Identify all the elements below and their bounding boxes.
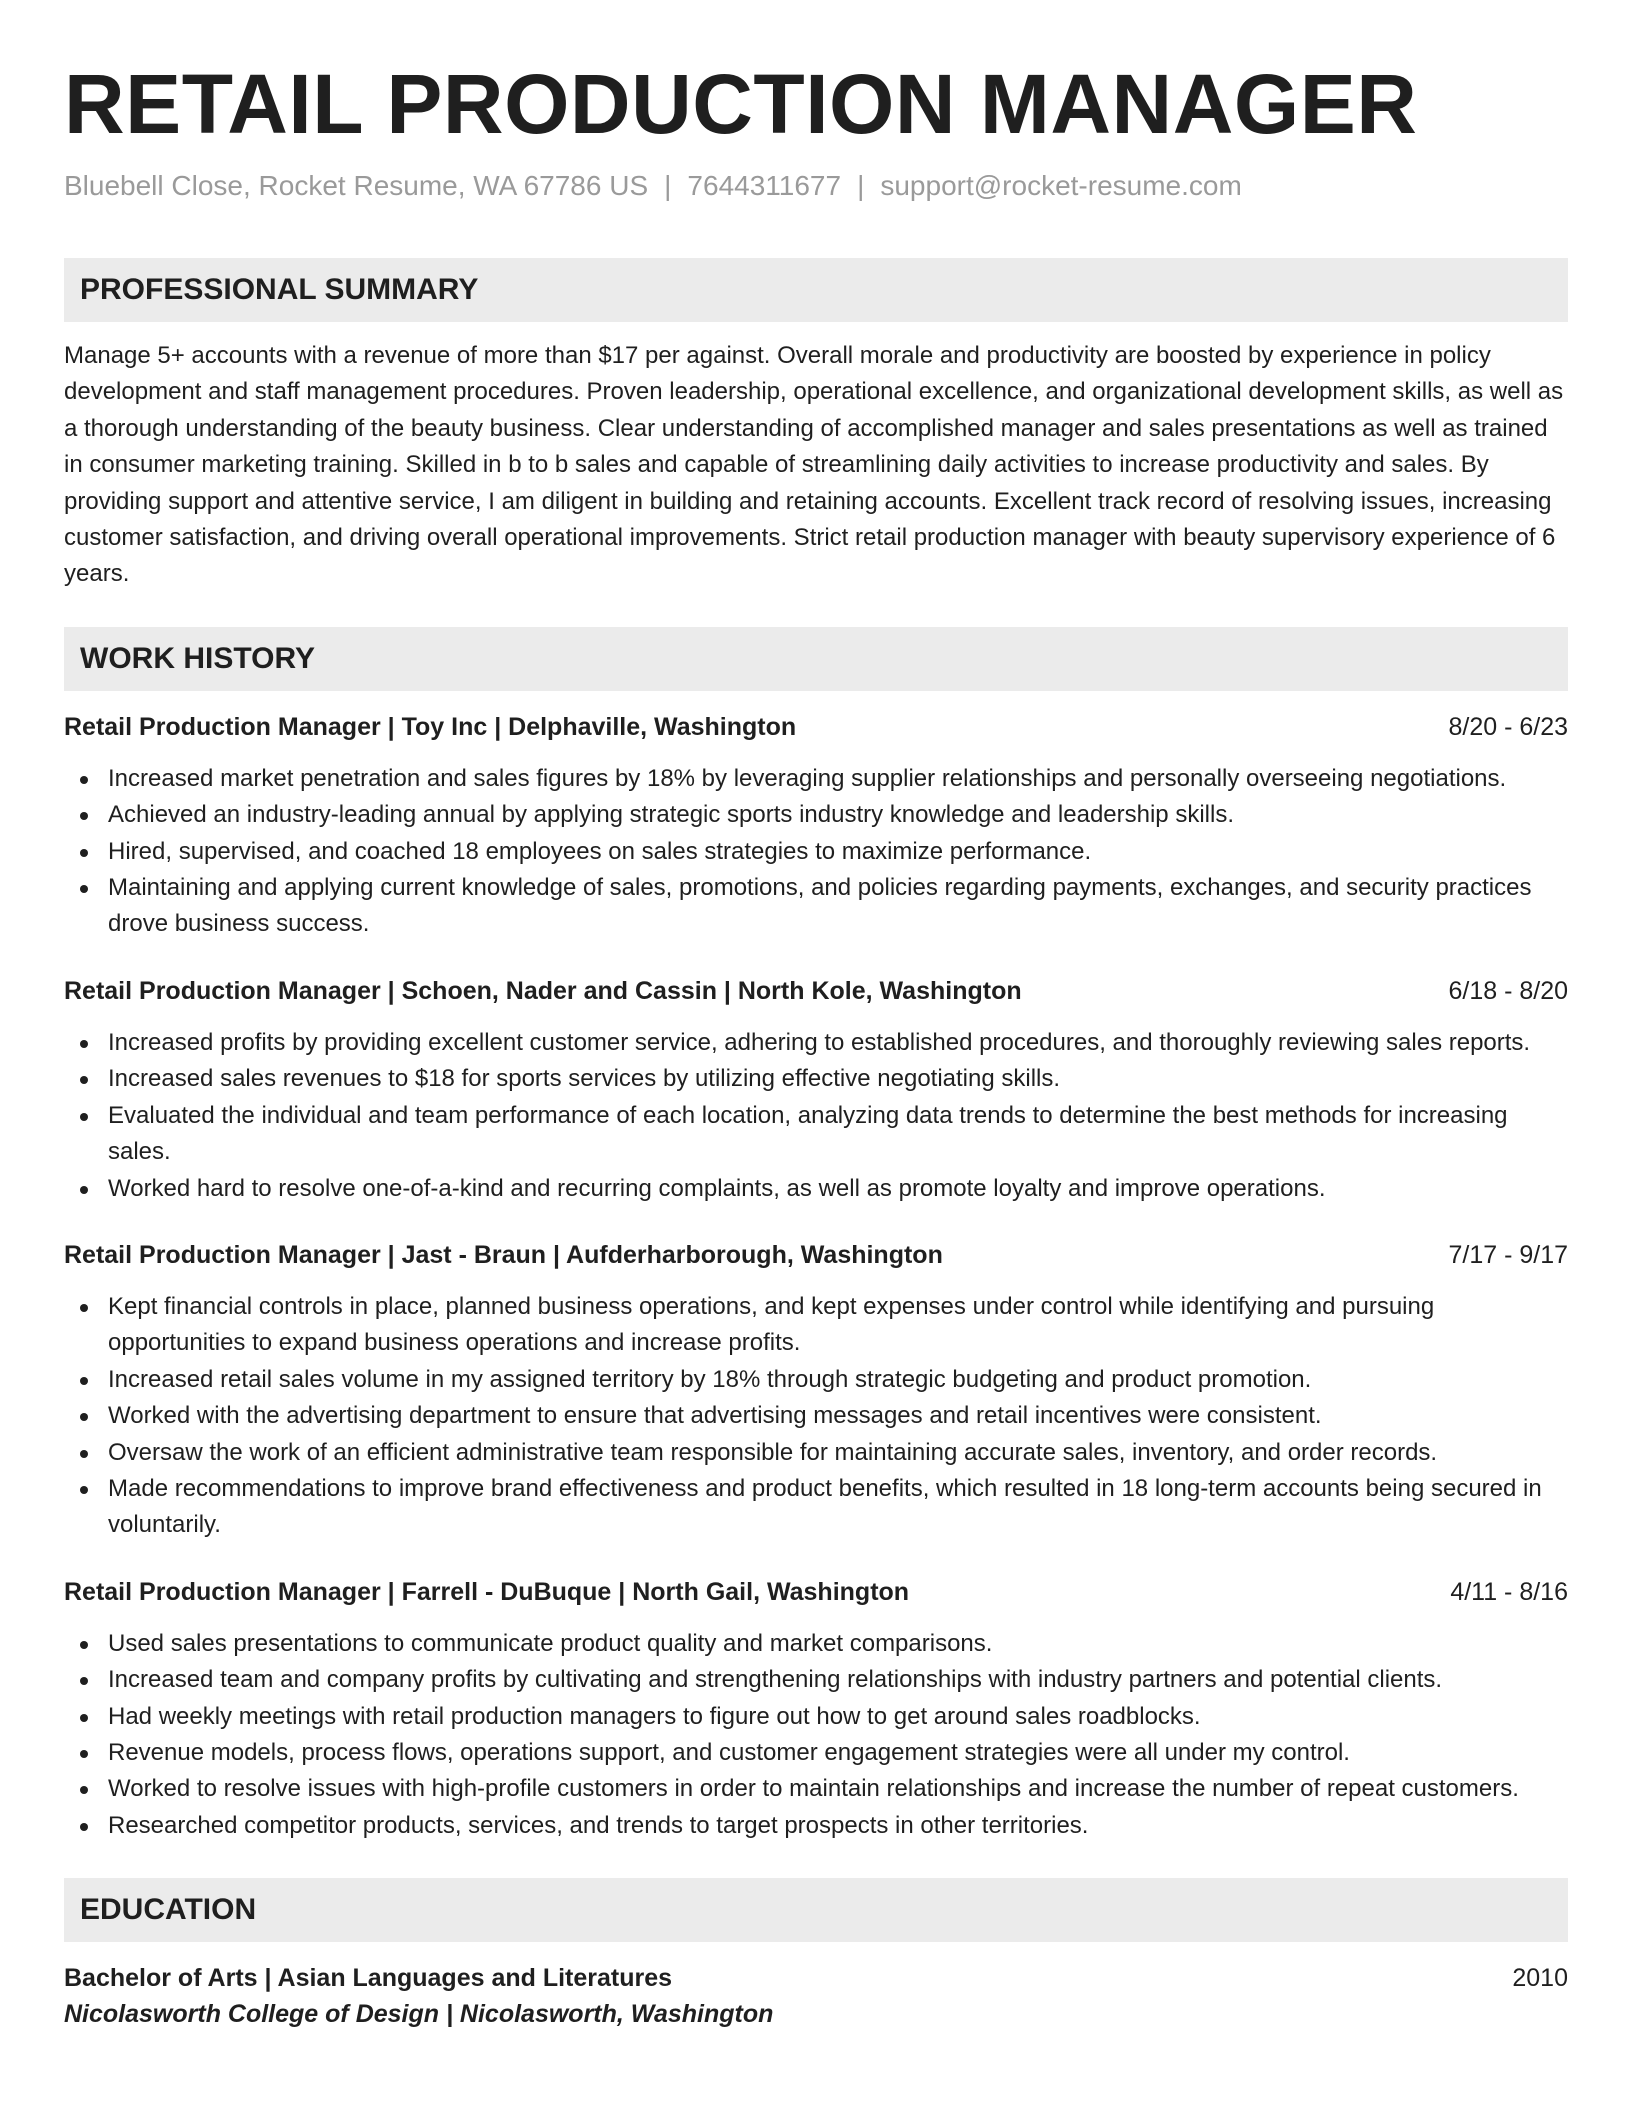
bullet-dot: [80, 1413, 88, 1421]
job-bullets: [64, 761, 1568, 943]
bullet-item: [64, 834, 1568, 870]
education-school: Nicolasworth College of Design | Nicolasworth, Washington: [64, 2000, 774, 2029]
contact-separator: |: [664, 170, 672, 201]
job-dates: 8/20 - 6/23: [1448, 712, 1568, 741]
job-header: [64, 709, 1568, 745]
contact-separator: |: [857, 170, 865, 201]
candidate-title: RETAIL PRODUCTION MANAGER: [64, 57, 1418, 151]
bullet-text: Increased sales revenues to $18 for sports services by utilizing effective negotiating skills.: [108, 1065, 1061, 1093]
job-heading: Retail Production Manager | Toy Inc | Delphaville, Washington: [64, 712, 797, 741]
bullet-dot: [80, 1677, 88, 1685]
contact-email: support@rocket-resume.com: [880, 170, 1242, 201]
job-entry: [64, 709, 1568, 943]
job-bullets: [64, 1025, 1568, 1207]
job-header: [64, 1237, 1568, 1273]
bullet-item: [64, 1771, 1568, 1807]
job-entry: [64, 973, 1568, 1207]
professional-summary-section: [64, 258, 1568, 593]
job-heading: Retail Production Manager | Schoen, Nader and Cassin | North Kole, Washington: [64, 976, 1022, 1005]
bullet-item: [64, 870, 1568, 943]
bullet-text: Increased team and company profits by cultivating and strengthening relationships with industry partners and potential clients.: [108, 1666, 1443, 1694]
bullet-dot: [80, 1641, 88, 1649]
bullet-dot: [80, 1750, 88, 1758]
education-header: [64, 1960, 1568, 1996]
bullet-item: [64, 1398, 1568, 1434]
bullet-text: Achieved an industry-leading annual by applying strategic sports industry knowledge and leadership skills.: [108, 801, 1234, 829]
bullet-text: Had weekly meetings with retail production managers to figure out how to get around sales roadblocks.: [108, 1702, 1201, 1730]
bullet-dot: [80, 1040, 88, 1048]
bullet-item: [64, 1025, 1568, 1061]
job-header: [64, 1574, 1568, 1610]
bullet-item: [64, 797, 1568, 833]
bullet-text: Hired, supervised, and coached 18 employees on sales strategies to maximize performance.: [108, 837, 1092, 865]
contact-line: [64, 166, 1568, 206]
bullet-dot: [80, 1486, 88, 1494]
job-bullets: [64, 1626, 1568, 1844]
bullet-dot: [80, 1714, 88, 1722]
bullet-dot: [80, 849, 88, 857]
job-bullets: [64, 1289, 1568, 1544]
bullet-item: [64, 1699, 1568, 1735]
job-heading: Retail Production Manager | Jast - Braun | Aufderharborough, Washington: [64, 1240, 943, 1269]
bullet-text: Maintaining and applying current knowledge of sales, promotions, and policies regarding payments, exchanges, and security practices drove business success.: [108, 874, 1532, 938]
bullet-item: [64, 1435, 1568, 1471]
bullet-text: Increased profits by providing excellent customer service, adhering to established procedures, and thoroughly reviewing sales reports.: [108, 1028, 1531, 1056]
contact-phone: 7644311677: [687, 170, 842, 201]
section-header-education: EDUCATION: [64, 1878, 1568, 1942]
bullet-dot: [80, 1076, 88, 1084]
bullet-text: Kept financial controls in place, planned business operations, and kept expenses under control while identifying and pursuing opportunities to expand business operations and increase profits.: [108, 1292, 1435, 1357]
bullet-item: [64, 1171, 1568, 1207]
bullet-text: Increased retail sales volume in my assigned territory by 18% through strategic budgeting and product promotion.: [108, 1365, 1312, 1393]
bullet-item: [64, 1289, 1568, 1362]
bullet-item: [64, 1061, 1568, 1097]
bullet-text: Worked with the advertising department to ensure that advertising messages and retail incentives were consistent.: [108, 1402, 1322, 1430]
bullet-dot: [80, 1786, 88, 1794]
resume-page: [64, 50, 1568, 2032]
bullet-text: Revenue models, process flows, operations support, and customer engagement strategies were all under my control.: [108, 1738, 1350, 1766]
bullet-item: [64, 1098, 1568, 1171]
bullet-text: Worked to resolve issues with high-profile customers in order to maintain relationships and increase the number of repeat customers.: [108, 1775, 1519, 1803]
bullet-item: [64, 1662, 1568, 1698]
contact-address: Bluebell Close, Rocket Resume, WA 67786 US: [64, 170, 649, 201]
job-dates: 4/11 - 8/16: [1450, 1577, 1568, 1606]
bullet-text: Worked hard to resolve one-of-a-kind and recurring complaints, as well as promote loyalty and improve operations.: [108, 1174, 1326, 1202]
bullet-text: Evaluated the individual and team performance of each location, analyzing data trends to determine the best methods for increasing sales.: [108, 1101, 1508, 1166]
bullet-text: Increased market penetration and sales figures by 18% by leveraging supplier relationships and personally overseeing negotiations.: [108, 764, 1507, 792]
section-header-work-history: WORK HISTORY: [64, 627, 1568, 691]
bullet-dot: [80, 812, 88, 820]
job-heading: Retail Production Manager | Farrell - DuBuque | North Gail, Washington: [64, 1577, 910, 1606]
job-entry: [64, 1574, 1568, 1844]
education-year: 2010: [1512, 1964, 1568, 1993]
bullet-dot: [80, 1450, 88, 1458]
summary-text: Manage 5+ accounts with a revenue of more than $17 per against. Overall morale and productivity are boosted by experience in policy development and staff management procedures. Proven leadership, operational excellence, and organizational development skills, as well as a thorough understanding of the beauty business. Clear understanding of accomplished manager and sales presentations as well as trained in consumer marketing training. Skilled in b to b sales and capable of streamlining daily activities to increase productivity and sales. By providing support and attentive service, I am diligent in building and retaining accounts. Excellent track record of resolving issues, increasing customer satisfaction, and driving overall operational improvements. Strict retail production manager with beauty supervisory experience of 6 years.: [64, 342, 1564, 588]
bullet-dot: [80, 885, 88, 893]
job-dates: 6/18 - 8/20: [1448, 976, 1568, 1005]
bullet-item: [64, 1471, 1568, 1544]
bullet-item: [64, 1735, 1568, 1771]
bullet-text: Researched competitor products, services, and trends to target prospects in other territories.: [108, 1811, 1089, 1839]
job-entry: [64, 1237, 1568, 1544]
bullet-text: Made recommendations to improve brand effectiveness and product benefits, which resulted in 18 long-term accounts being secured in voluntarily.: [108, 1474, 1542, 1539]
section-header-summary: PROFESSIONAL SUMMARY: [64, 258, 1568, 322]
bullet-text: Oversaw the work of an efficient administrative team responsible for maintaining accurate sales, inventory, and order records.: [108, 1438, 1438, 1466]
work-history-section: [64, 627, 1568, 1844]
job-header: [64, 973, 1568, 1009]
bullet-item: [64, 1626, 1568, 1662]
bullet-dot: [80, 1113, 88, 1121]
bullet-dot: [80, 1377, 88, 1385]
bullet-text: Used sales presentations to communicate product quality and market comparisons.: [108, 1629, 993, 1657]
education-section: [64, 1878, 1568, 2032]
job-dates: 7/17 - 9/17: [1448, 1240, 1568, 1269]
education-degree: Bachelor of Arts | Asian Languages and Literatures: [64, 1964, 673, 1993]
bullet-dot: [80, 1186, 88, 1194]
bullet-item: [64, 1362, 1568, 1398]
bullet-dot: [80, 776, 88, 784]
bullet-dot: [80, 1823, 88, 1831]
bullet-dot: [80, 1304, 88, 1312]
bullet-item: [64, 1808, 1568, 1844]
bullet-item: [64, 761, 1568, 797]
